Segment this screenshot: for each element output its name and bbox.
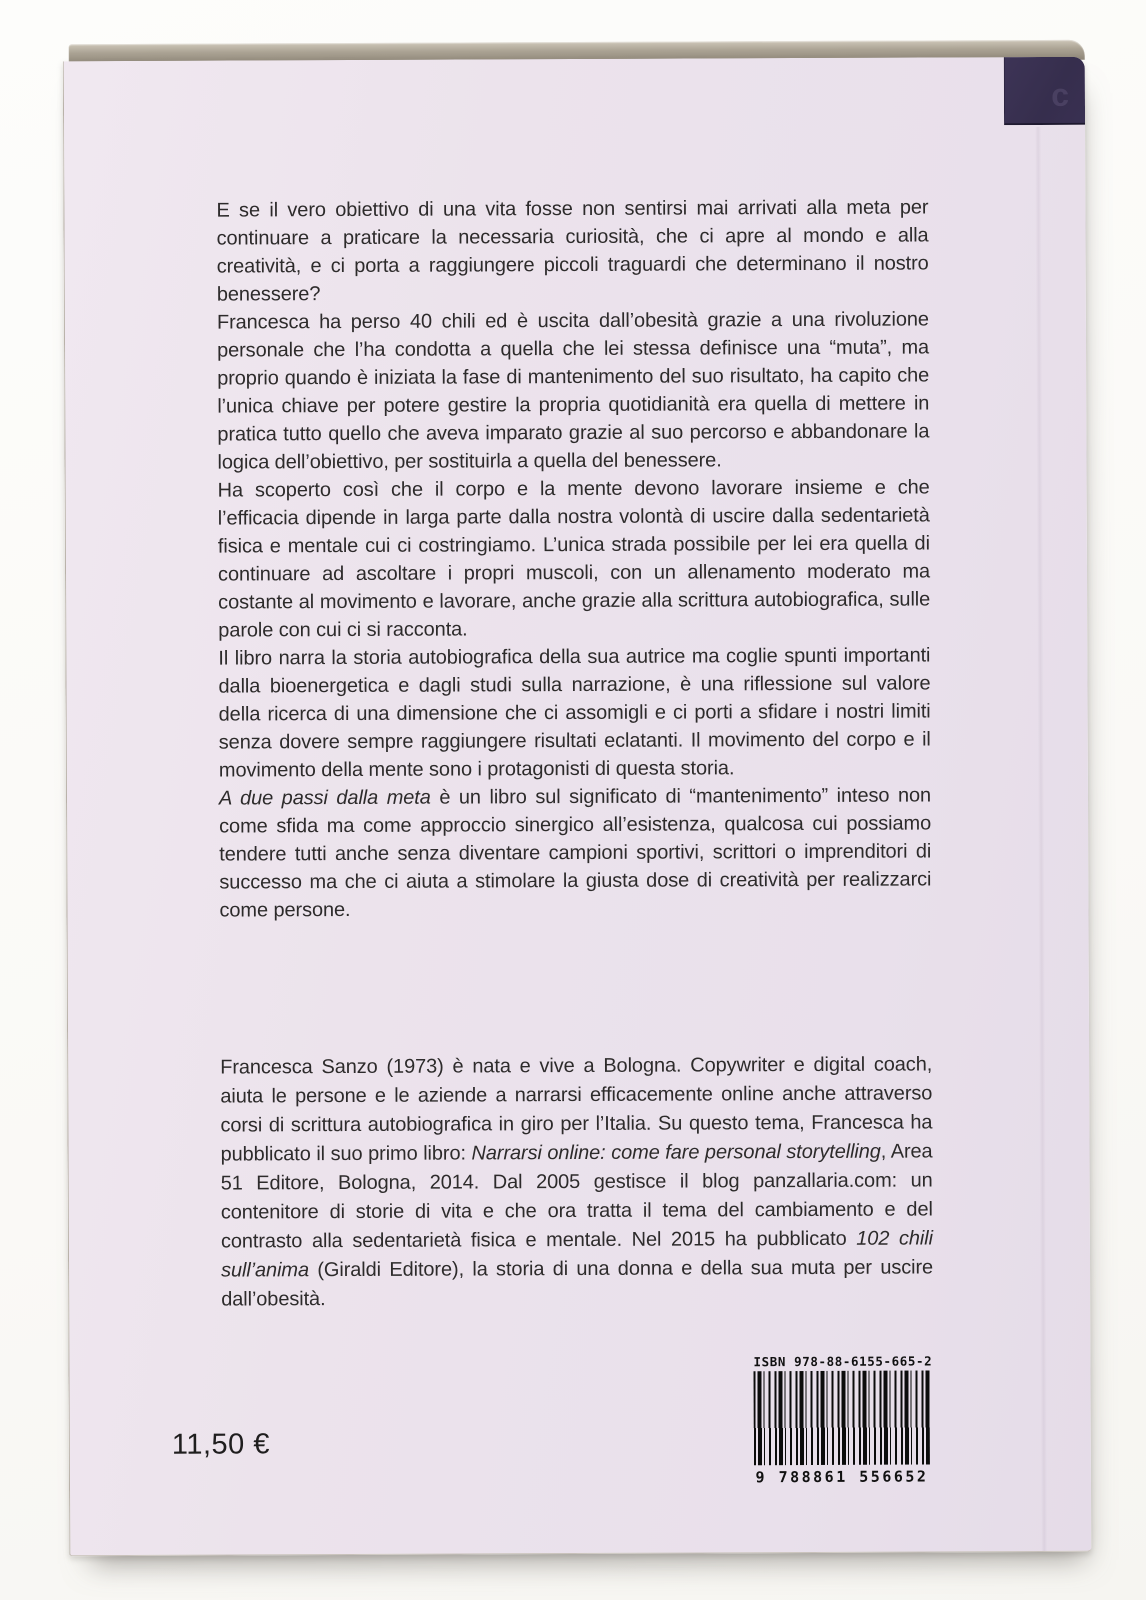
paragraph: Francesca Sanzo (1973) è nata e vive a Bologna. Copywriter e digital coach, aiuta le persone e le aziende a narrarsi efficacemente online anche attraverso corsi di scrittura autobiografica in giro per l’Italia. Su questo tema, Francesca ha pubblicato il suo primo libro: Narrarsi online: come fare personal storytelling, Area 51 Editore, Bologna, 2014. Dal 2005 gestisce il blog panzallaria.com: un contenitore di storie di vita e che ora tratta il tema del cambiamento e del contrasto alla sedentarietà fisica e mentale. Nel 2015 ha pubblicato 102 chili sull’anima (Giraldi Editore), la storia di una donna e della sua muta per uscire dall’obesità. [220,1053,934,1311]
isbn-label: ISBN 978-88-6155-665-2 [753,1353,933,1370]
barcode-bars [754,1370,930,1465]
paragraph: Il libro narra la storia autobiografica della sua autrice ma coglie spunti importanti dalla bioenergetica e dagli studi sulla narrazione, è una riflessione sul valore della ricerca di una dimensione che ci assomigli e ci porti a sfidare i nostri limiti senza dovere sempre raggiungere risultati eclatanti. Il movimento del corpo e il movimento della mente sono i protagonisti di questa storia. [218,644,931,782]
cover-crease [1035,127,1047,1551]
isbn-digits: 9 788861 556652 [755,1467,929,1487]
paragraph: A due passi dalla meta è un libro sul significato di “mantenimento” inteso non come sfida ma come approccio sinergico all’esistenza, qualcosa cui possiamo tendere tutti anche senza diventare campioni sportivi, scrittori o imprenditori di successo ma che ci aiuta a stimolare la giusta dose di creatività per realizzarci come persone. [218,784,932,922]
author-bio-text [220,1050,933,1314]
paragraph: Ha scoperto così che il corpo e la mente devono lavorare insieme e che l’efficacia dipende in larga parte dalla nostra volontà di uscire dalla sedentarietà fisica e mentale cui ci costringiamo. L’unica strada possibile per lei era quella di continuare ad ascoltare i propri muscoli, con un allenamento moderato ma costante al movimento e lavorare, anche grazie alla scrittura autobiografica, sulle parole con cui ci si racconta. [217,476,931,642]
price-label: 11,50 € [171,1428,270,1461]
barcode [753,1353,933,1487]
publisher-logo-letter: c [1051,76,1070,113]
paragraph: Francesca ha perso 40 chili ed è uscita dall’obesità grazie a una rivoluzione personale che l’ha condotta a quella che lei stessa definisce una “muta”, ma proprio quando è iniziata la fase di mantenimento del suo risultato, ha capito che l’unica chiave per potere gestire la propria quotidianità era quella di mettere in pratica tutto quello che aveva imparato grazie al suo percorso e abbandonare la logica dell’obiettivo, per sostituirla a quella del benessere. [216,308,930,474]
synopsis-text [216,193,931,924]
cover-surface [63,57,1092,1556]
publisher-logo-block [1004,57,1085,125]
book-back-cover [63,40,1092,1556]
paragraph: E se il vero obiettivo di una vita fosse non sentirsi mai arrivati alla meta per continuare a praticare la necessaria curiosità, che ci apre al mondo e alla creatività, e ci porta a raggiungere piccoli traguardi che determinano il nostro benessere? [216,196,929,306]
